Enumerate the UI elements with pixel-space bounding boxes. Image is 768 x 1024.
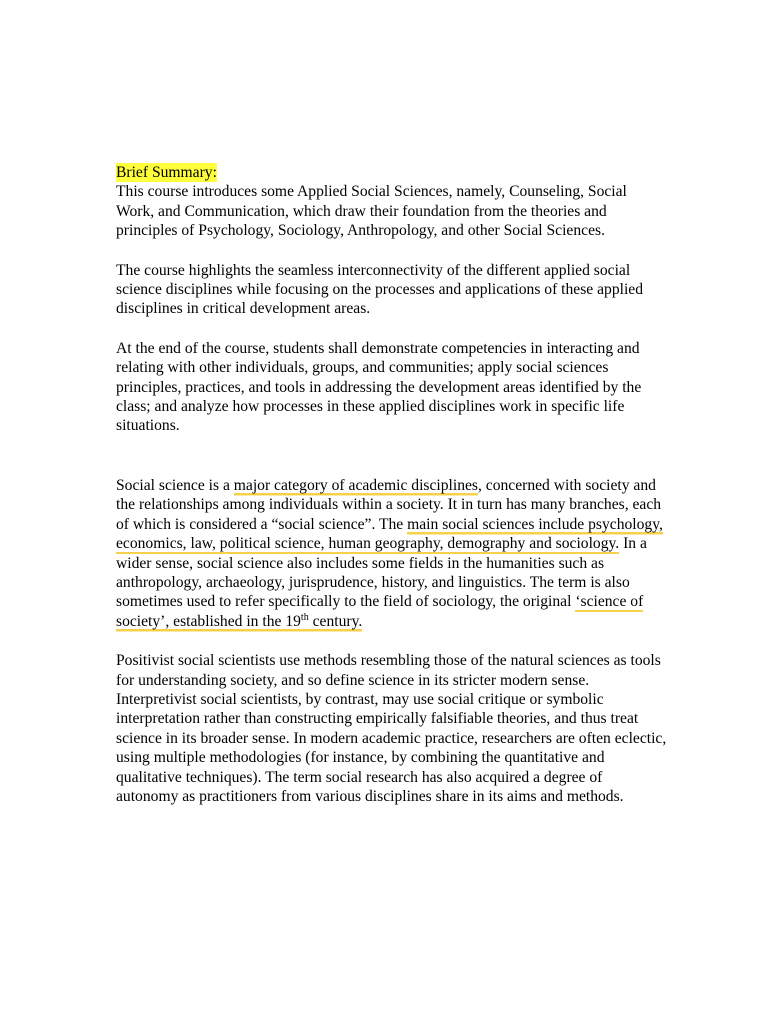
text-run: century. xyxy=(308,612,363,630)
underlined-phrase-main-social-sciences: main social sciences include psychology, economics, law, political science, human geography, demography and sociology. xyxy=(116,515,663,553)
paragraph-social-science-definition xyxy=(116,476,668,631)
text-run: , concerned with society and the relationships among individuals within a society. It in turn has many branches, each of which is considered a “social science”. The xyxy=(116,476,662,533)
section-heading: Brief Summary: xyxy=(116,164,217,181)
superscript-ordinal: th xyxy=(300,611,309,623)
text-run: In a wider sense, social science also includes some fields in the humanities such as anthropology, archaeology, jurisprudence, history, and linguistics. The term is also sometimes used to refer specifically to the field of sociology, the original xyxy=(116,535,647,611)
underlined-phrase-academic-disciplines: major category of academic disciplines xyxy=(233,476,478,494)
paragraph-spacer xyxy=(116,319,668,339)
paragraph-spacer xyxy=(116,241,668,261)
paragraph-course-outcomes: At the end of the course, students shall demonstrate competencies in interacting and relating with other individuals, groups, and communities; apply social sciences principles, practices, and tools in addressing the development areas identified by the class; and analyze how processes in these applied disciplines work in specific life situations. xyxy=(116,339,642,435)
text-run: ‘science of society’, established in the 19 xyxy=(116,593,644,630)
paragraph-course-intro: This course introduces some Applied Social Sciences, namely, Counseling, Social Work, and Communication, which draw their foundation from the theories and principles of Psychology, Sociology, Anthropology, and other Social Sciences. xyxy=(116,183,627,240)
document-page xyxy=(116,163,668,806)
paragraph-course-highlights: The course highlights the seamless interconnectivity of the different applied social science disciplines while focusing on the processes and applications of these applied disciplines in critical development areas. xyxy=(116,261,644,318)
paragraph-positivist-interpretivist: Positivist social scientists use methods resembling those of the natural sciences as tools for understanding society, and so define science in its stricter modern sense. Interpretivist social scientists, by contrast, may use social critique or symbolic interpretation rather than constructing empirically falsifiable theories, and thus treat science in its broader sense. In modern academic practice, researchers are often eclectic, using multiple methodologies (for instance, by combining the quantitative and qualitative techniques). The term social research has also acquired a degree of autonomy as practitioners from various disciplines share in its aims and methods. xyxy=(116,652,667,805)
paragraph-spacer xyxy=(116,436,668,476)
text-run: Social science is a xyxy=(116,476,234,494)
paragraph-spacer xyxy=(116,631,668,651)
